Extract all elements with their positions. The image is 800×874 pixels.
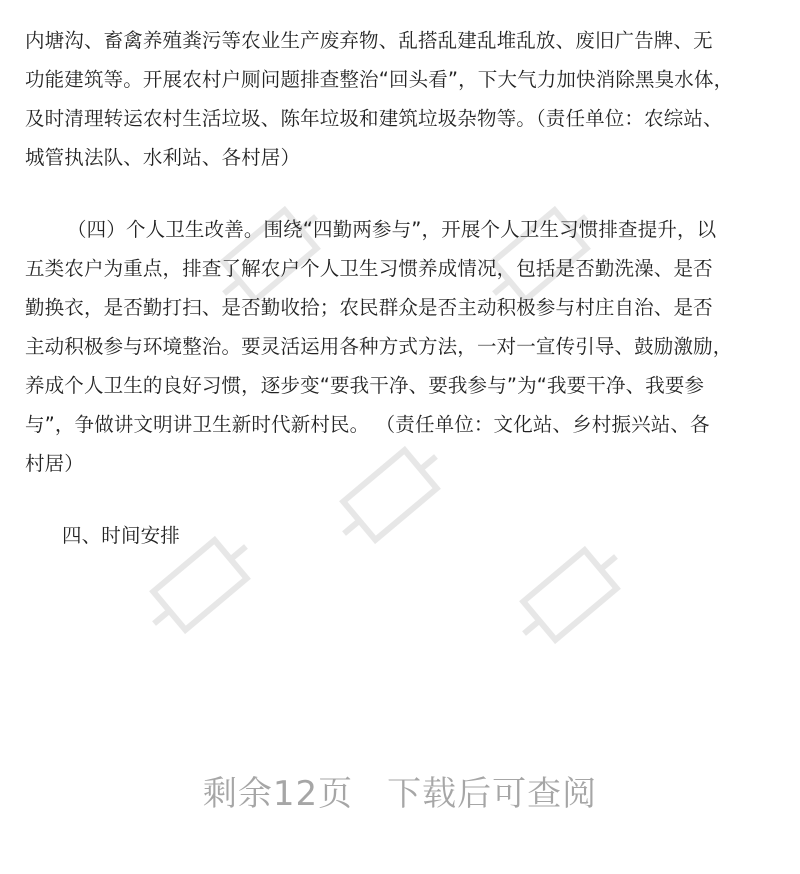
remaining-pages-text: 剩余12页 [202, 774, 354, 814]
text-line: 功能建筑等。开展农村户厕问题排查整治“回头看”，下大气力加快消除黑臭水体， [25, 68, 734, 91]
text-line: 五类农户为重点，排查了解农户个人卫生习惯养成情况，包括是否勤洗澡、是否 [25, 257, 713, 280]
paragraph-personal-hygiene [25, 210, 780, 483]
text-line: 与”，争做讲文明讲卫生新时代新村民。 （责任单位：文化站、乡村振兴站、各 [25, 413, 710, 436]
section-heading-schedule [25, 516, 780, 555]
paragraph-gap [25, 177, 780, 210]
section-heading: 四、时间安排 [62, 524, 180, 547]
text-line: 养成个人卫生的良好习惯，逐步变“要我干净、要我参与”为“我要干净、我要参 [25, 374, 705, 397]
document-body [25, 21, 780, 555]
text-line: 勤换衣，是否勤打扫、是否勤收拾；农民群众是否主动积极参与村庄自治、是否 [25, 296, 713, 319]
text-line: 城管执法队、水利站、各村居） [25, 146, 301, 169]
download-to-read-text: 下载后可查阅 [387, 774, 598, 814]
remaining-pages-banner[interactable] [0, 770, 800, 818]
text-line: 内塘沟、畜禽养殖粪污等农业生产废弃物、乱搭乱建乱堆乱放、废旧广告牌、无 [25, 29, 713, 52]
text-line: 主动积极参与环境整治。要灵活运用各种方式方法，一对一宣传引导、鼓励激励， [25, 335, 733, 358]
text-line: 村居） [25, 452, 84, 475]
text-line: 及时清理转运农村生活垃圾、陈年垃圾和建筑垃圾杂物等。（责任单位：农综站、 [25, 107, 723, 130]
paragraph-gap [25, 483, 780, 516]
paragraph-environment-cleanup [25, 21, 780, 177]
text-line: （四）个人卫生改善。围绕“四勤两参与”，开展个人卫生习惯排查提升，以 [67, 218, 717, 241]
